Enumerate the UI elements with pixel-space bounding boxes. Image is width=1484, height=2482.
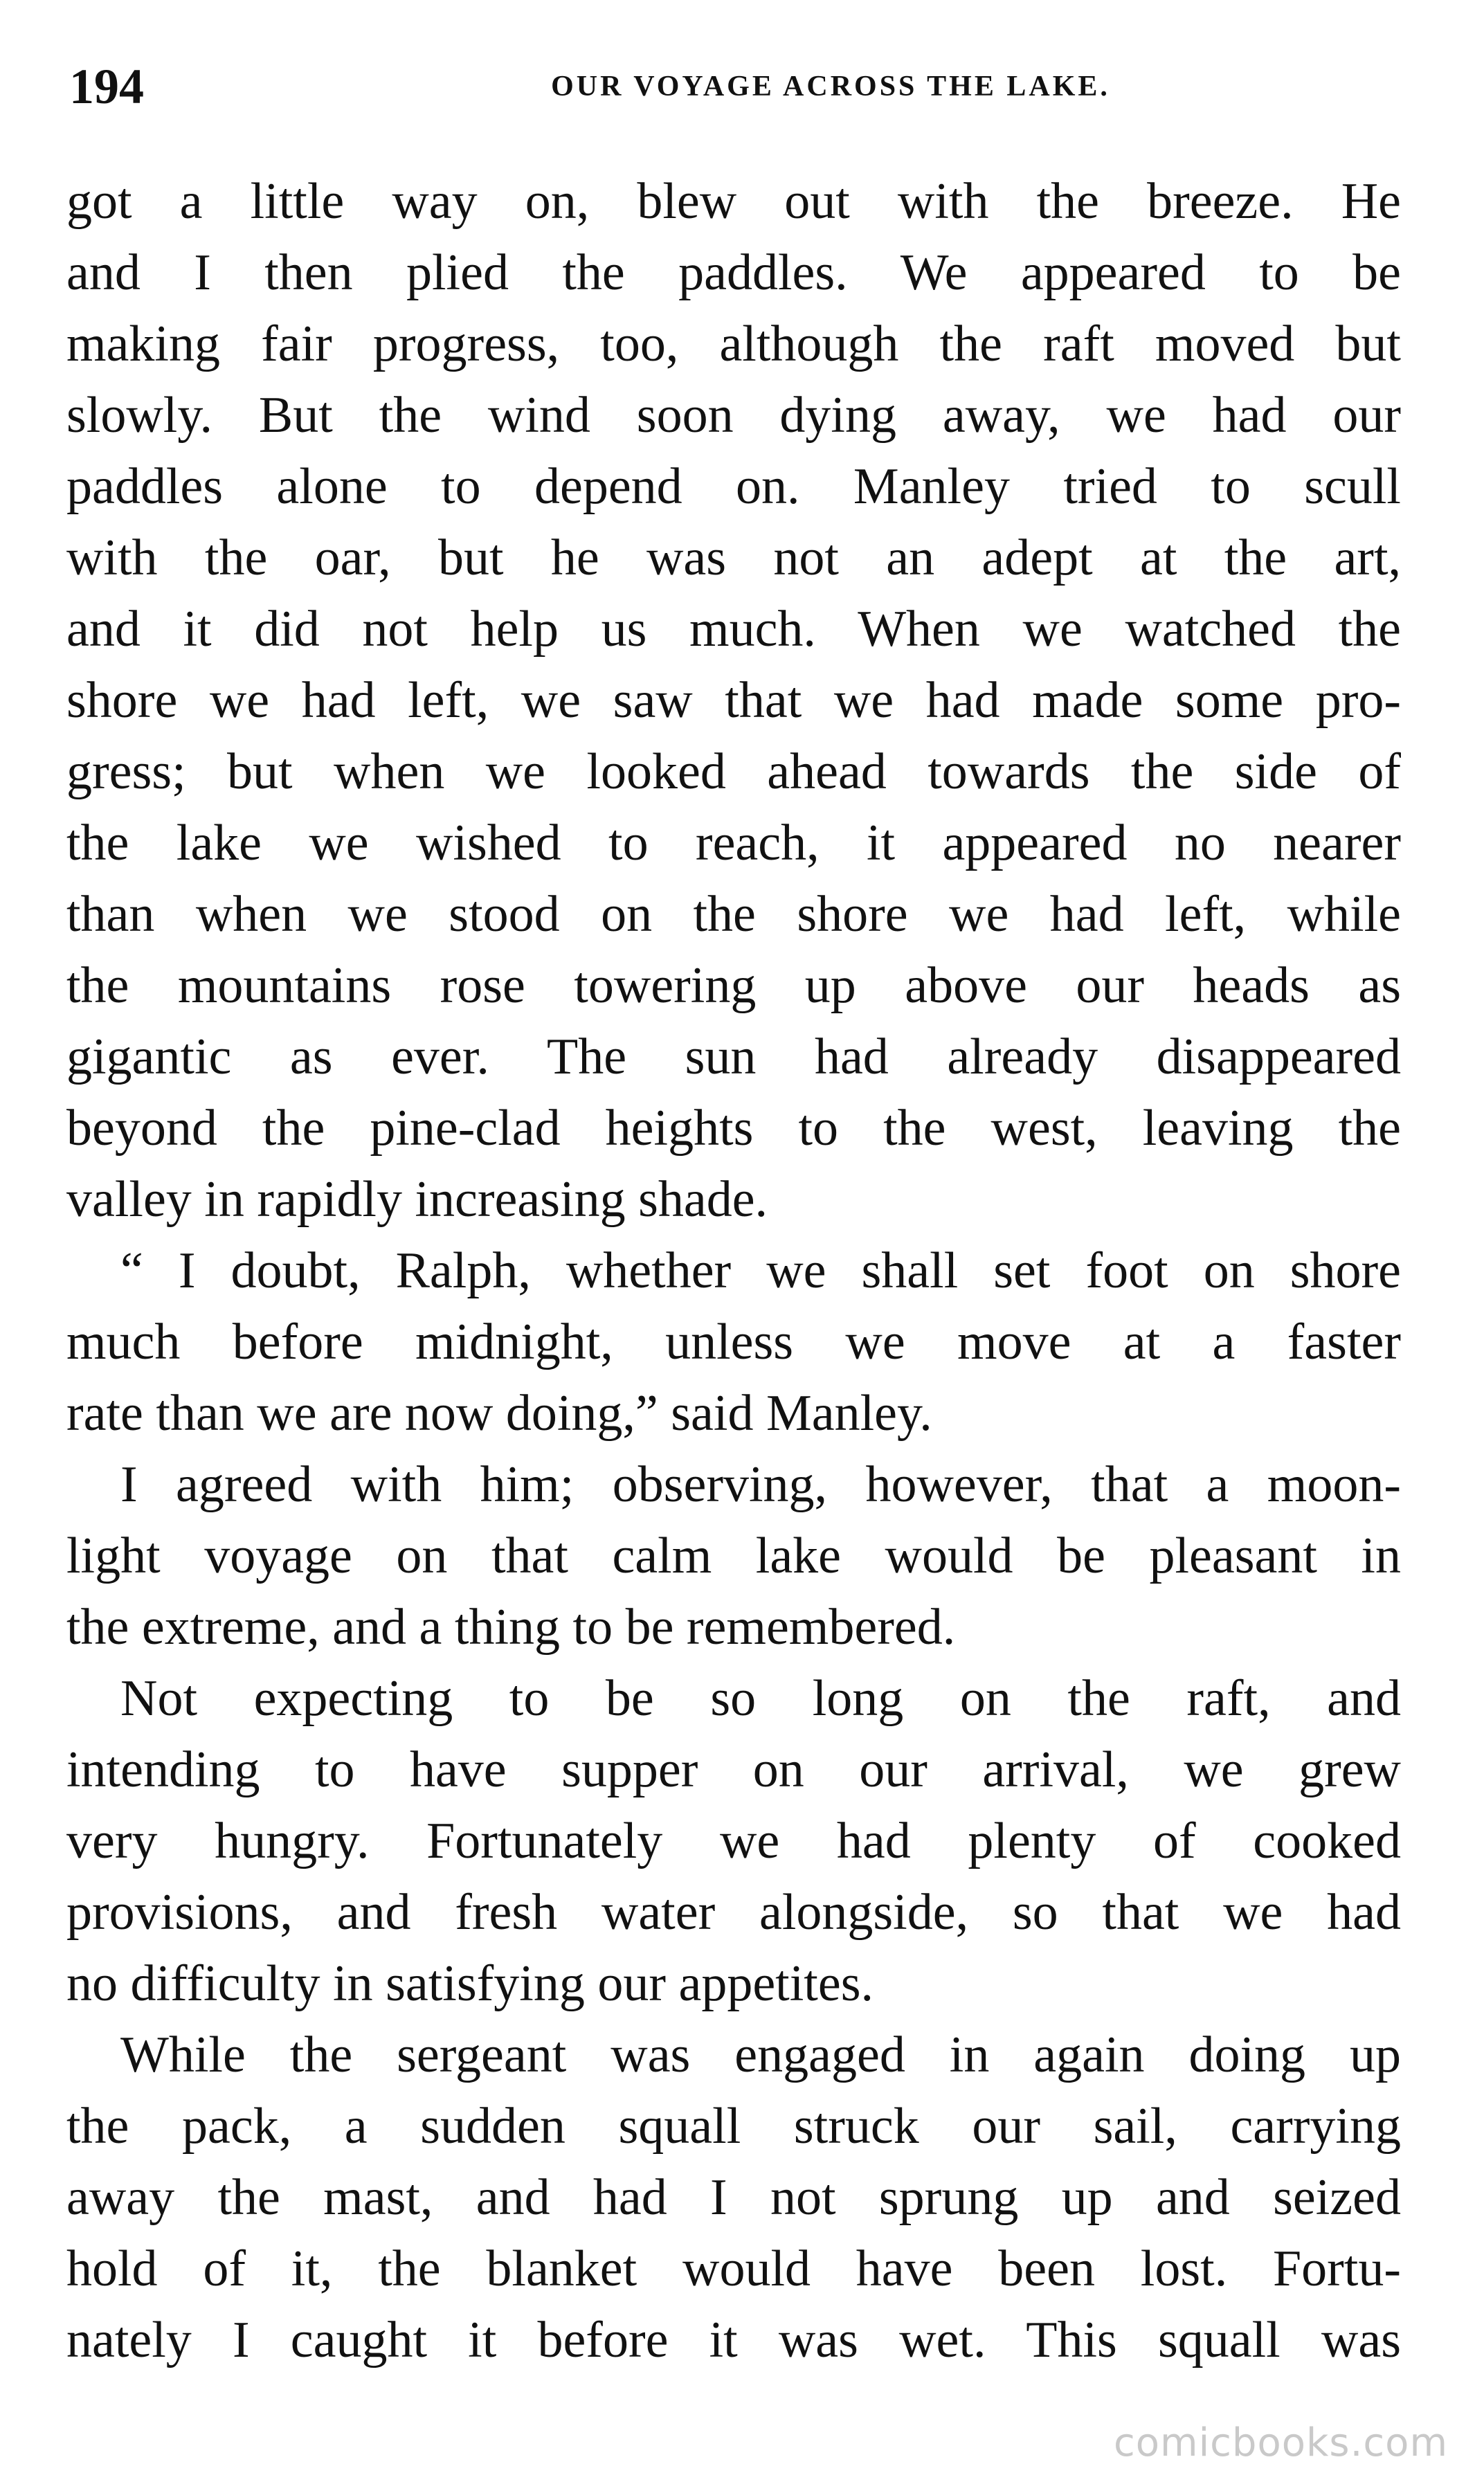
text-line: Not expecting to be so long on the raft, and [120, 1670, 1401, 1727]
text-line: away the mast, and had I not sprung up and seized [66, 2169, 1401, 2226]
text-line: nately I caught it before it was wet. This squall was [66, 2312, 1401, 2368]
text-line: and I then plied the paddles. We appeared to be [66, 244, 1401, 301]
text-line: and it did not help us much. When we watched the [66, 601, 1401, 658]
text-line: the mountains rose towering up above our heads as [66, 957, 1401, 1014]
text-line: provisions, and fresh water alongside, so that we had [66, 1884, 1401, 1941]
page-number: 194 [69, 59, 144, 114]
text-line: “ I doubt, Ralph, whether we shall set foot on shore [120, 1242, 1401, 1299]
text-line: intending to have supper on our arrival, we grew [66, 1741, 1401, 1798]
text-line: got a little way on, blew out with the breeze. He [66, 173, 1401, 230]
text-line: shore we had left, we saw that we had made some pro- [66, 672, 1401, 729]
text-line: hold of it, the blanket would have been lost. Fortu- [66, 2240, 1401, 2297]
text-line: beyond the pine-clad heights to the west, leaving the [66, 1100, 1401, 1157]
text-line: making fair progress, too, although the raft moved but [66, 316, 1401, 372]
text-line: very hungry. Fortunately we had plenty of cooked [66, 1813, 1401, 1869]
text-line: rate than we are now doing,” said Manley. [66, 1385, 932, 1442]
text-line: than when we stood on the shore we had left, while [66, 886, 1401, 943]
text-line: much before midnight, unless we move at a faster [66, 1314, 1401, 1370]
body-text [66, 166, 1401, 2376]
text-line: the pack, a sudden squall struck our sail, carrying [66, 2098, 1401, 2155]
text-line: gress; but when we looked ahead towards the side of [66, 743, 1401, 800]
text-line: the lake we wished to reach, it appeared no nearer [66, 815, 1401, 871]
watermark: comicbooks.com [1113, 2420, 1448, 2465]
text-line: the extreme, and a thing to be remembered. [66, 1599, 956, 1656]
text-line: no difficulty in satisfying our appetites. [66, 1955, 874, 2012]
text-line: valley in rapidly increasing shade. [66, 1171, 768, 1228]
text-line: with the oar, but he was not an adept at the art, [66, 529, 1401, 586]
text-line: I agreed with him; observing, however, that a moon- [120, 1456, 1401, 1513]
page-header [69, 48, 1398, 125]
running-head: OUR VOYAGE ACROSS THE LAKE. [551, 71, 1110, 102]
text-line: light voyage on that calm lake would be pleasant in [66, 1528, 1401, 1584]
text-line: While the sergeant was engaged in again doing up [120, 2027, 1401, 2083]
text-line: slowly. But the wind soon dying away, we had our [66, 387, 1401, 444]
text-line: gigantic as ever. The sun had already disappeared [66, 1029, 1401, 1085]
text-line: paddles alone to depend on. Manley tried to scull [66, 458, 1401, 515]
